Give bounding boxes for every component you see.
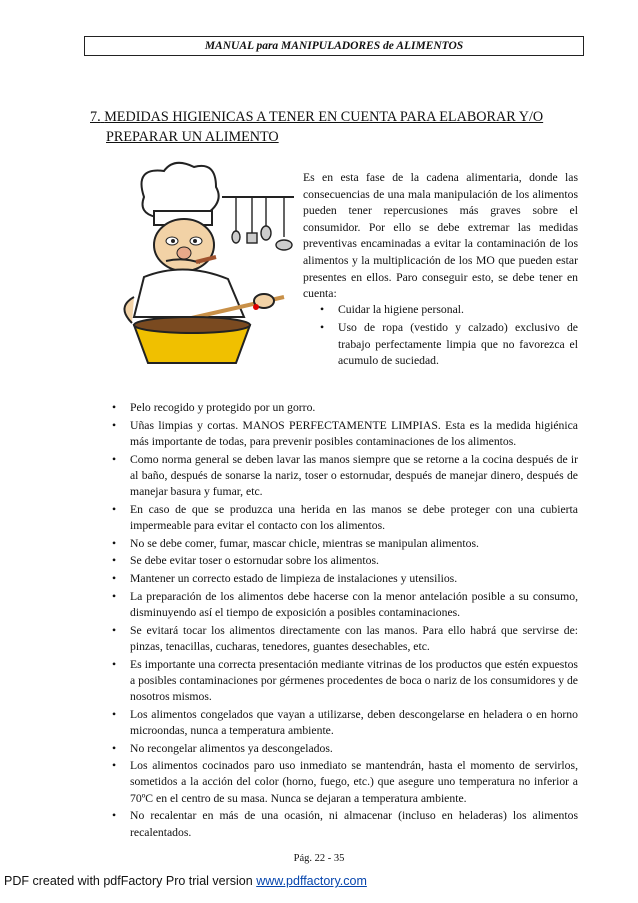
list-item: • No recalentar en más de una ocasión, ni almacenar (incluso en heladeras) los alimentos recalentados. [112, 809, 578, 839]
pdf-credit-text: PDF created with pdfFactory Pro trial version [4, 874, 257, 888]
bullet-icon: • [112, 741, 117, 755]
bullet-icon: • [112, 572, 117, 586]
bullet-icon: • [112, 554, 117, 568]
document-header [84, 36, 584, 56]
pdffactory-link[interactable]: www.pdffactory.com [256, 874, 367, 888]
list-item: • Se evitará tocar los alimentos directamente con las manos. Para ello habrá que servirse de: pinzas, tenacillas, cucharas, tenedores, guantes desechables, etc. [112, 623, 578, 653]
bullet-icon: • [112, 502, 117, 516]
bullet-icon: • [112, 418, 117, 432]
list-item: • Se debe evitar toser o estornudar sobre los alimentos. [110, 553, 578, 569]
bullet-icon: • [112, 759, 117, 773]
header-title: MANUAL para MANIPULADORES de ALIMENTOS [204, 40, 464, 52]
list-item: • La preparación de los alimentos debe hacerse con la menor antelación posible a su consumo, disminuyendo así el tiempo de exposición a posibles contaminaciones. [112, 589, 578, 619]
section-number: 7. [90, 109, 101, 125]
bullet-icon: • [320, 321, 325, 335]
bullet-icon: • [112, 401, 117, 414]
list-item: • No recongelar alimentos ya descongelados. [110, 741, 578, 757]
pdf-credit [4, 874, 367, 888]
intro-paragraph: Es en esta fase de la cadena alimentaria, donde las consecuencias de una mala manipulación de los alimentos pueden tener repercusiones más graves sobre el consumidor. Por ello se debe extremar las medidas preventivas encaminadas a evitar la contaminación de los alimentos y la multiplicación de los MO que pueden estar presentes en ellos. Paro conseguir esto, se debe tener en cuenta: [303, 171, 578, 301]
section-title-line1: MEDIDAS HIGIENICAS A TENER EN CUENTA PARA ELABORAR Y/O [104, 109, 544, 125]
bullet-icon: • [320, 303, 325, 316]
list-item: • No se debe comer, fumar, mascar chicle, mientras se manipulan alimentos. [110, 536, 578, 552]
bullet-icon: • [112, 589, 117, 603]
list-item: • Los alimentos cocinados paro uso inmediato se mantendrán, hasta el momento de servirlos, sometidos a la acción del color (horno, fuego, etc.) que asegure uno temperatura no inferior a 70ºC en el centro de su masa. Nunca se dejaran a temperatura ambiente. [112, 759, 578, 805]
list-item: • Uso de ropa (vestido y calzado) exclusivo de trabajo perfectamente limpia que no favorezca el acumulo de suciedad. [320, 321, 578, 368]
bullet-icon: • [112, 452, 117, 466]
hygiene-bullet-list [110, 400, 578, 842]
bullet-icon: • [112, 809, 117, 823]
section-title [90, 107, 590, 147]
list-item: • Es importante una correcta presentación mediante vitrinas de los productos que estén expuestos a posibles contaminaciones por gérmenes procedentes de boca o nariz de los consumidores y de nosotros mismos. [112, 657, 578, 703]
list-item: • Uñas limpias y cortas. MANOS PERFECTAMENTE LIMPIAS. Esta es la medida higiénica más importante de todas, para prevenir posibles contaminaciones de los alimentos. [112, 418, 578, 448]
bullet-icon: • [112, 657, 117, 671]
list-item: • Pelo recogido y protegido por un gorro. [110, 400, 578, 416]
top-bullet-list [318, 302, 578, 371]
list-item: • En caso de que se produzca una herida en las manos se debe proteger con una cubierta impermeable para evitar el contacto con los alimentos. [112, 502, 578, 532]
bullet-icon: • [112, 623, 117, 637]
list-item: • Mantener un correcto estado de limpieza de instalaciones y utensilios. [110, 571, 578, 587]
bullet-icon: • [112, 536, 117, 550]
chef-illustration [104, 157, 300, 367]
section-title-line2: PREPARAR UN ALIMENTO [106, 129, 279, 145]
bullet-icon: • [112, 707, 117, 721]
page-number: Pág. 22 - 35 [293, 853, 345, 864]
list-item: • Cuidar la higiene personal. [318, 302, 578, 319]
list-item: • Como norma general se deben lavar las manos siempre que se retorne a la cocina después de ir al baño, después de sonarse la nariz, toser o estornudar, después de manejar dinero, después de manejar basura y fumar, etc. [112, 452, 578, 499]
list-item: • Los alimentos congelados que vayan a utilizarse, deben descongelarse en heladera o en horno microondas, nunca a temperatura ambiente. [112, 707, 578, 737]
